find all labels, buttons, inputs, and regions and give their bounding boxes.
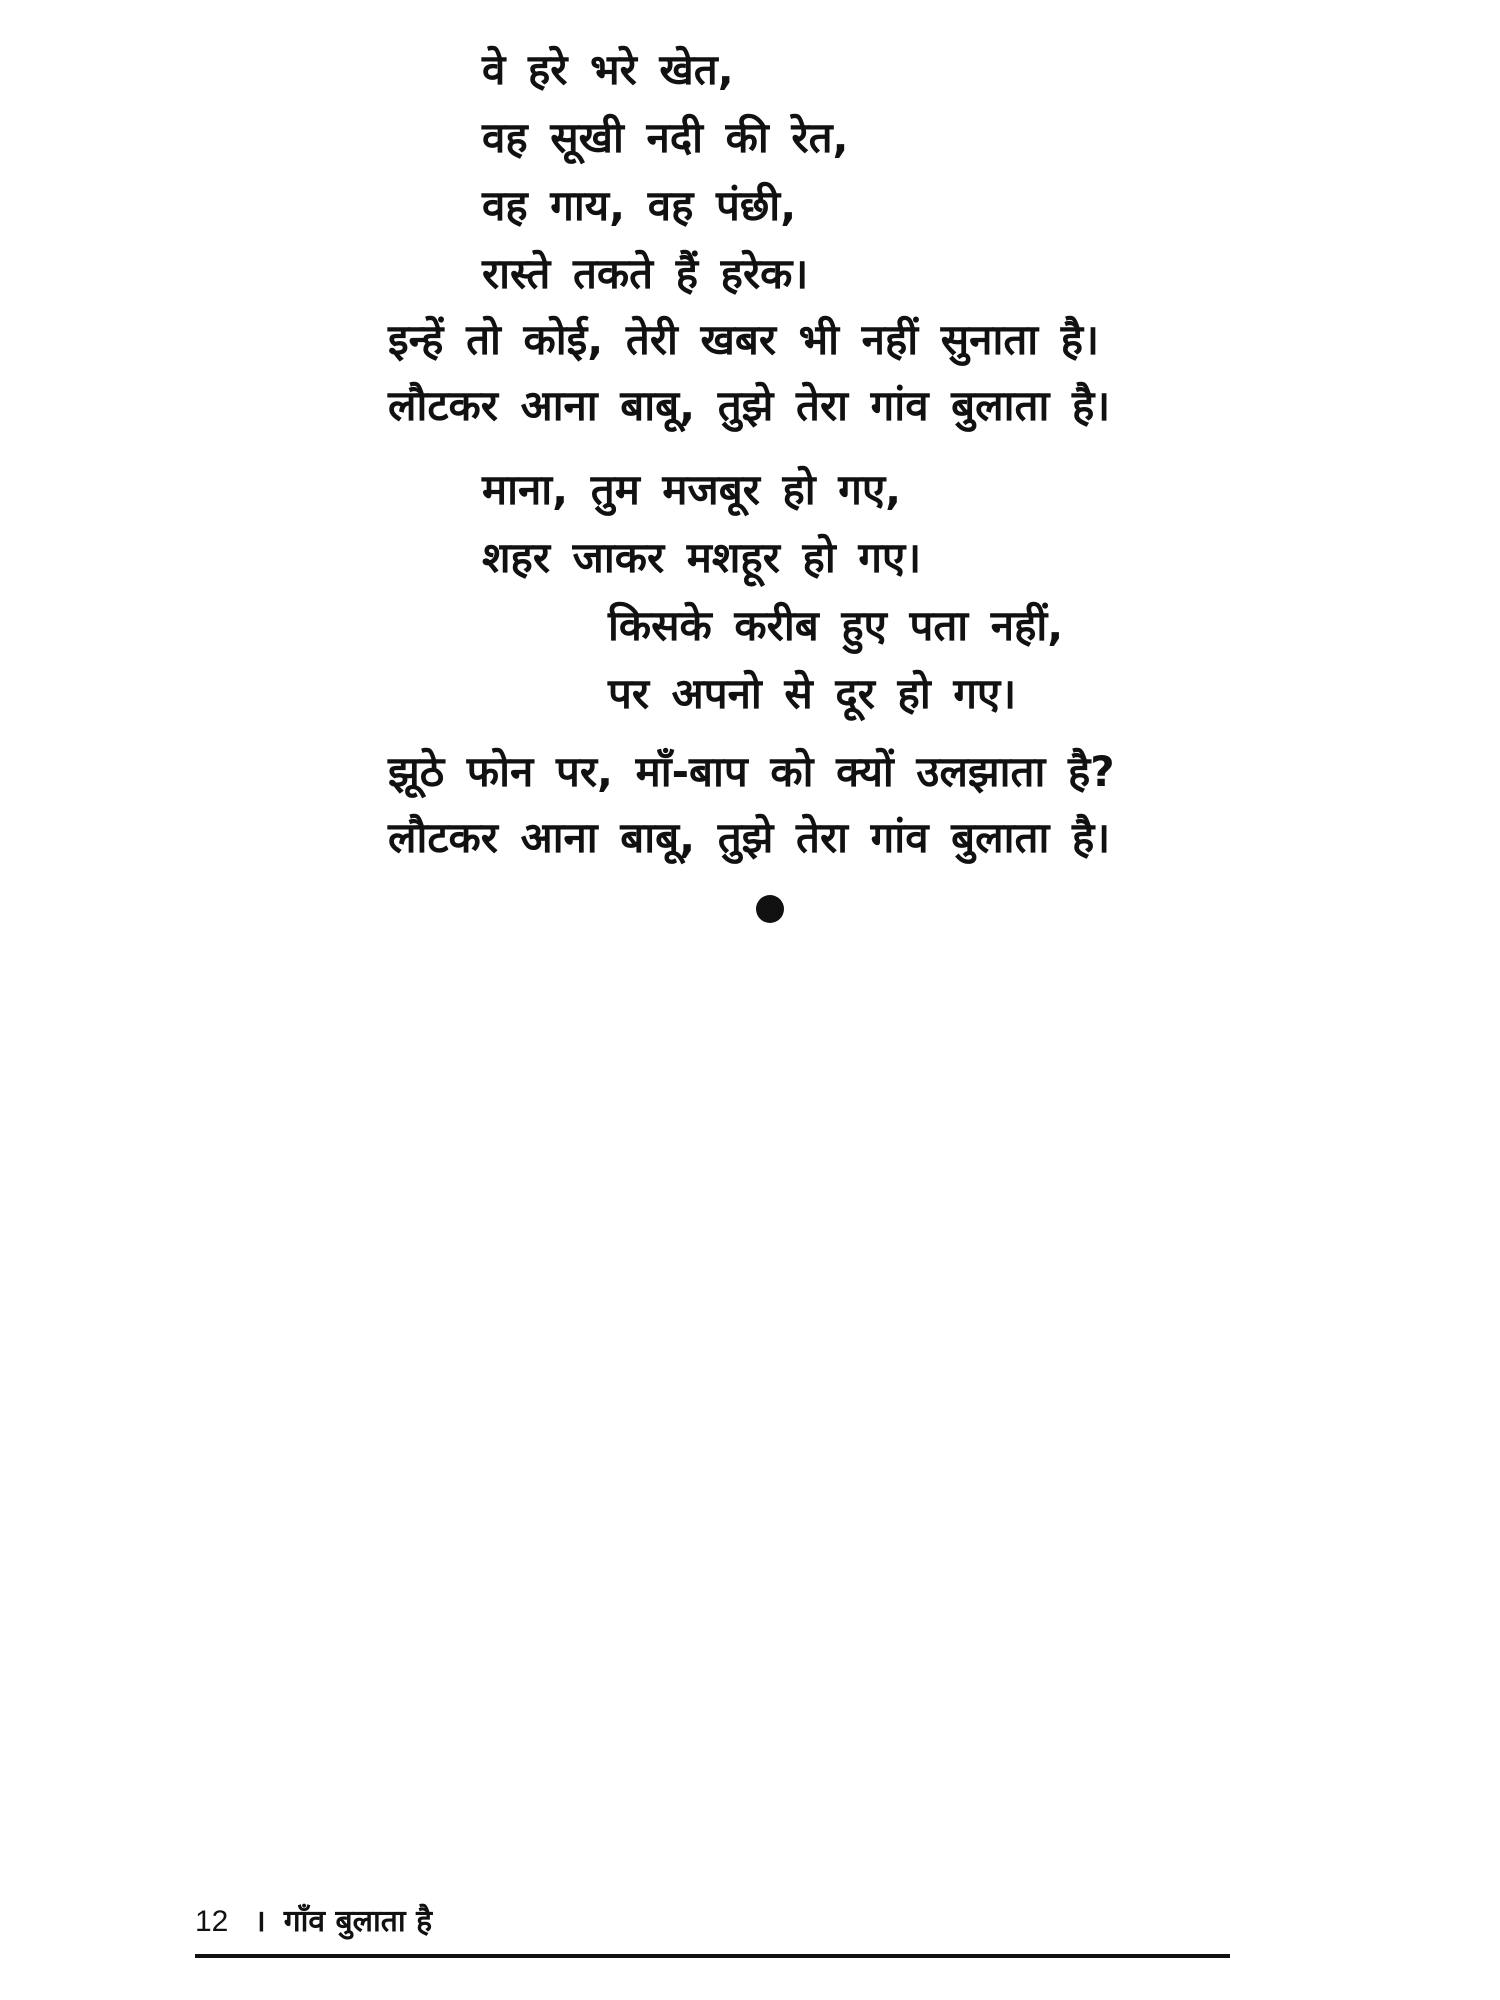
poem-line: इन्हें तो कोई, तेरी खबर भी नहीं सुनाता है।	[388, 315, 1100, 364]
poem-line: पर अपनो से दूर हो गए।	[608, 669, 1017, 718]
poem-line: लौटकर आना बाबू, तुझे तेरा गांव बुलाता है।	[388, 813, 1111, 862]
footer-divider	[195, 1954, 1230, 1958]
poem-line: किसके करीब हुए पता नहीं,	[608, 601, 1064, 650]
poem-line: माना, तुम मजबूर हो गए,	[482, 465, 902, 514]
poem-line: वे हरे भरे खेत,	[482, 45, 734, 94]
footer-separator: ।	[254, 1904, 266, 1939]
book-title: गाँव बुलाता है	[283, 1904, 433, 1939]
page-number: 12	[195, 1905, 229, 1938]
poem-line: झूठे फोन पर, माँ-बाप को क्यों उलझाता है?	[388, 747, 1115, 796]
poem-line: वह सूखी नदी की रेत,	[482, 113, 849, 162]
page-footer	[195, 1902, 432, 1942]
end-bullet-icon	[756, 895, 784, 923]
poem-line: वह गाय, वह पंछी,	[482, 181, 797, 230]
poem-line: रास्ते तकते हैं हरेक।	[482, 249, 809, 298]
poem-line: लौटकर आना बाबू, तुझे तेरा गांव बुलाता है।	[388, 381, 1111, 430]
poem-line: शहर जाकर मशहूर हो गए।	[482, 533, 922, 582]
